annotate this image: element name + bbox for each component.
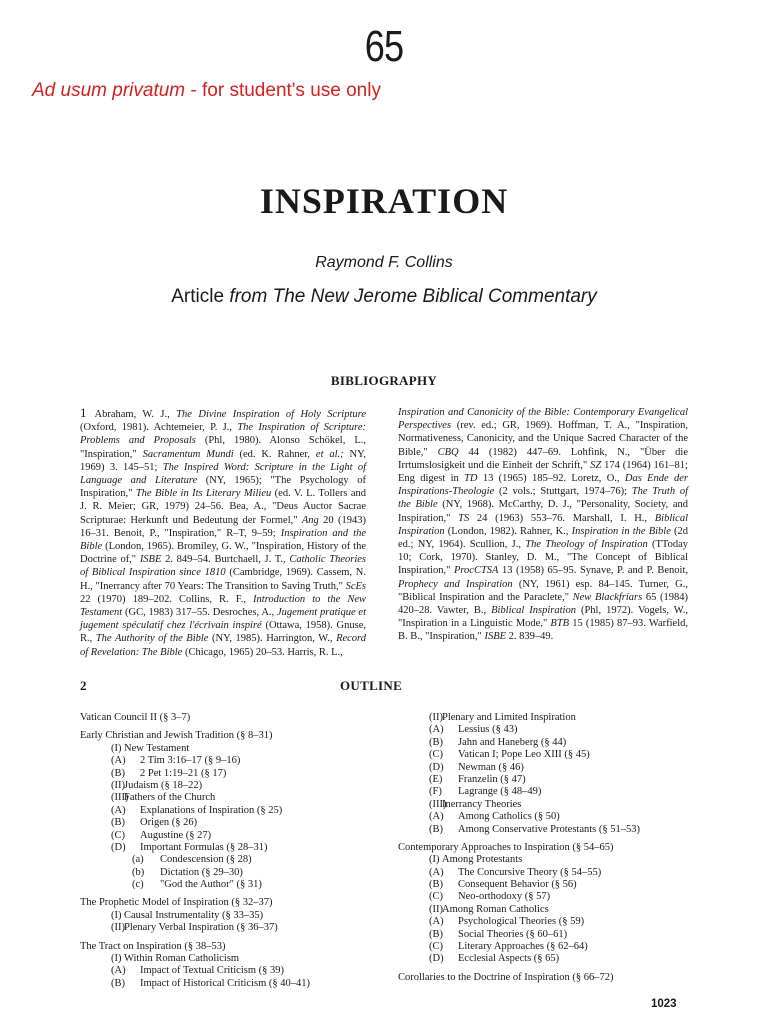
outline-item [80, 830, 380, 842]
italic-title: Prophecy and Inspiration [398, 578, 513, 590]
outline-marker: (F) [429, 786, 442, 798]
outline-text: "God the Author" (§ 31) [160, 879, 262, 891]
outline-item [80, 712, 380, 724]
italic-title: CBQ [437, 446, 459, 458]
citation-text: 13 (1965) 185–92. Loretz, O., [477, 473, 625, 485]
outline-marker: (I) [111, 953, 122, 965]
article-source [0, 286, 768, 308]
bibliography-heading: BIBLIOGRAPHY [330, 373, 438, 388]
citation-text: 24 (1963) 553–76. Marshall, I. H., [469, 512, 655, 524]
outline-item [80, 922, 380, 934]
outline-text: Inerrancy Theories [442, 798, 522, 810]
italic-title: TS [458, 512, 470, 524]
italic-title: Inspiration and Canonicity of the Bible: Contemporary Evangelical Perspectives [398, 407, 688, 432]
outline-text: The Prophetic Model of Inspiration (§ 32–37) [80, 897, 273, 909]
outline-text: Among Conservative Protestants (§ 51–53) [458, 823, 640, 835]
citation-text: (Phl, 1972). Vogels, W., "Inspiration in a Linguistic Mode," [398, 605, 688, 630]
section-number: 2 [80, 678, 87, 693]
italic-title: ISBE [484, 631, 507, 643]
outline-text: Condescension (§ 28) [160, 854, 252, 866]
bibliography-left-text [80, 409, 366, 658]
outline-item [398, 712, 698, 724]
bibliography-right-text [398, 407, 688, 642]
italic-title: Biblical Inspiration [491, 605, 576, 617]
outline-item [398, 749, 698, 761]
italic-title: The Bible in Its Literary Milieu [135, 488, 272, 500]
outline-item [398, 867, 698, 879]
italic-title: Inspiration in the Bible [571, 525, 671, 537]
outline-marker: (A) [429, 724, 444, 736]
italic-title: Inspiration and the Bible [80, 527, 367, 553]
outline-item [398, 972, 698, 984]
outline-text: Lessius (§ 43) [458, 724, 518, 736]
outline-text: Ecclesial Aspects (§ 65) [458, 953, 560, 965]
outline-text: Explanations of Inspiration (§ 25) [140, 804, 283, 816]
outline-text: Lagrange (§ 48–49) [458, 786, 542, 798]
italic-title: TD [464, 473, 478, 485]
bibliography-column-right [398, 406, 688, 644]
outline-item [80, 842, 380, 854]
outline-marker: (B) [111, 767, 125, 779]
outline-marker: (A) [111, 965, 126, 977]
italic-title: Sacramentum Mundi [142, 448, 234, 460]
outline-item [398, 724, 698, 736]
outline-marker: (II) [429, 903, 443, 915]
outline-text: Origen (§ 26) [140, 817, 198, 829]
outline-marker: (A) [111, 804, 126, 816]
outline-text: 2 Tim 3:16–17 (§ 9–16) [140, 755, 241, 767]
outline-marker: (I) [429, 854, 440, 866]
outline-text: Consequent Behavior (§ 56) [458, 879, 577, 891]
outline-marker: (A) [111, 755, 126, 767]
outline-item [80, 867, 380, 879]
outline-marker: (c) [132, 879, 144, 891]
citation-text: (NY, 1985). Harrington, W., [208, 633, 337, 645]
outline-item [398, 891, 698, 903]
outline-item [80, 879, 380, 891]
outline-text: Impact of Textual Criticism (§ 39) [140, 965, 284, 977]
outline-marker: (B) [111, 977, 125, 989]
outline-item [398, 953, 698, 965]
outline-text: The Concursive Theory (§ 54–55) [458, 866, 602, 878]
outline-item [80, 768, 380, 780]
outline-item [398, 737, 698, 749]
outline-marker: (C) [111, 829, 125, 841]
outline-marker: (II) [429, 712, 443, 723]
outline-marker: (D) [429, 761, 444, 773]
outline-marker: (D) [429, 953, 444, 965]
outline-item [398, 916, 698, 928]
outline-item [398, 904, 698, 916]
outline-item [80, 897, 380, 909]
citation-text: (London, 1965). Bromiley, G. W., "Inspiration, History of the Doctrine of," [80, 541, 366, 566]
italic-title: et al.; [315, 448, 344, 460]
italic-title: Das Ende der Inspirations-Theologie [398, 473, 688, 498]
outline-text: Plenary Verbal Inspiration (§ 36–37) [124, 922, 278, 934]
outline-heading: OUTLINE [340, 678, 403, 693]
citation-text: (ed. K. Rahner, [233, 448, 316, 460]
section-number: 1 [80, 405, 87, 420]
notice-latin: Ad usum privatum [32, 80, 186, 101]
outline-text: Social Theories (§ 60–61) [458, 928, 568, 940]
outline-text: Judaism (§ 18–22) [124, 779, 203, 791]
outline-item [398, 854, 698, 866]
outline-text: Psychological Theories (§ 59) [458, 916, 585, 928]
outline-item [80, 854, 380, 866]
outline-marker: (C) [429, 749, 443, 761]
outline-text: New Testament [124, 742, 190, 754]
outline-text: Franzelin (§ 47) [458, 773, 526, 785]
citation-text: 2. 839–49. [506, 631, 554, 643]
article-title: INSPIRATION [259, 181, 509, 221]
outline-marker: (B) [429, 928, 443, 940]
outline-marker: (I) [111, 909, 122, 921]
outline-marker: (E) [429, 773, 443, 785]
outline-item [80, 953, 380, 965]
italic-title: ISBE [139, 554, 162, 566]
outline-text: Augustine (§ 27) [140, 829, 212, 841]
outline-item [398, 879, 698, 891]
outline-item [80, 941, 380, 953]
outline-item [398, 811, 698, 823]
page-number: 1023 [651, 998, 677, 1010]
outline-item [80, 755, 380, 767]
italic-title: Jugement pratique et jugement spéculatif chez l'écrivain inspiré [80, 607, 366, 632]
citation-text: (NY, 1961) esp. 84–145. Turner, G., "Biblical Inspiration and the Paraclete," [398, 578, 688, 603]
outline-text: Early Christian and Jewish Tradition (§ 8–31) [80, 730, 273, 742]
outline-text: Impact of Historical Criticism (§ 40–41) [140, 977, 311, 989]
outline-column-right [398, 712, 698, 984]
outline-item [398, 824, 698, 836]
usage-notice [32, 80, 381, 102]
outline-marker: (b) [132, 866, 145, 878]
outline-text: Newman (§ 46) [458, 761, 524, 773]
citation-text: 2. 849–54. Burtchaell, J. T., [161, 554, 290, 566]
citation-text: NY, 1969) 3. 145–51; [80, 448, 366, 473]
outline-text: Contemporary Approaches to Inspiration (§ 54–65) [398, 841, 614, 853]
citation-text: (Cambridge, 1969). Cassem, N. H., "Inerrancy after 70 Years: The Transition to Saving Truth," [80, 567, 366, 592]
outline-item [80, 817, 380, 829]
outline-text: Neo-orthodoxy (§ 57) [458, 891, 551, 903]
outline-marker: (II) [111, 779, 125, 791]
outline-text: Corollaries to the Doctrine of Inspiration (§ 66–72) [398, 971, 614, 983]
outline-item [80, 910, 380, 922]
citation-text: 65 (1984) 420–28. Vawter, B., [398, 591, 688, 617]
citation-text: (NY, 1968). McCarthy, D. J., "Personality, Society, and Inspiration," [398, 499, 688, 524]
outline-item [398, 941, 698, 953]
outline-item [80, 792, 380, 804]
outline-marker: (II) [111, 922, 125, 934]
citation-text: 174 (1964) 161–81; Eng digest in [398, 459, 688, 485]
outline-text: Important Formulas (§ 28–31) [140, 841, 268, 853]
outline-marker: (B) [429, 736, 443, 748]
citation-text: (Oxford, 1981). Achtemeier, P. J., [80, 422, 238, 434]
outline-item [80, 978, 380, 990]
notice-english: - for student's use only [185, 80, 381, 101]
italic-title: Biblical Inspiration [398, 512, 688, 537]
outline-text: Vatican I; Pope Leo XIII (§ 45) [458, 749, 590, 761]
outline-item [80, 965, 380, 977]
outline-marker: (A) [429, 811, 444, 823]
outline-text: Among Catholics (§ 50) [458, 811, 560, 823]
italic-title: Catholic Theories of Biblical Inspiration since 1810 [80, 554, 366, 579]
outline-item [398, 774, 698, 786]
outline-text: The Tract on Inspiration (§ 38–53) [80, 940, 226, 952]
outline-item [398, 786, 698, 798]
italic-title: BTB [550, 618, 570, 630]
outline-text: Causal Instrumentality (§ 33–35) [124, 909, 264, 921]
italic-title: The Divine Inspiration of Holy Scripture [176, 409, 366, 420]
bibliography-column-left [80, 406, 366, 659]
citation-text: 44 (1982) 447–69. Lohfink, N., "Über die Irrtumslosigkeit und die Einheit der Schrift," [398, 446, 688, 471]
citation-text: (Chicago, 1965) 20–53. Harris, R. L., [182, 646, 343, 658]
citation-text: (2d ed.; NY, 1964). Scullion, J., [398, 525, 689, 551]
outline-text: Among Roman Catholics [442, 903, 549, 915]
italic-title: Introduction to the New Testament [80, 593, 366, 619]
citation-text: Abraham, W. J., [94, 409, 177, 420]
italic-title: Record of Revelation: The Bible [80, 633, 366, 658]
italic-title: The Inspiration of Scripture: Problems and Proposals [80, 422, 366, 447]
outline-marker: (III) [111, 792, 129, 804]
outline-marker: (B) [429, 823, 443, 835]
italic-title: Ang [301, 514, 319, 526]
outline-text: Among Protestants [442, 854, 523, 866]
italic-title: ProcCTSA [453, 565, 499, 577]
outline-text: Within Roman Catholicism [124, 953, 240, 965]
outline-item [80, 730, 380, 742]
outline-marker: (C) [429, 891, 443, 903]
outline-item [80, 743, 380, 755]
citation-text: 15 (1985) 87–93. Warfield, B. B., "Inspiration," [398, 618, 688, 643]
italic-title: The Inspired Word: Scripture in the Light of Language and Literature [80, 461, 366, 487]
outline-item [80, 805, 380, 817]
outline-marker: (a) [132, 854, 144, 866]
outline-item [80, 780, 380, 792]
outline-item [398, 799, 698, 811]
citation-text: (GC, 1983) 317–55. Desroches, A., [122, 607, 277, 619]
outline-marker: (A) [429, 916, 444, 928]
citation-text: 13 (1958) 65–95. Synave, P. and P. Benoit, [498, 565, 688, 577]
outline-marker: (D) [111, 841, 126, 853]
outline-text: Literary Approaches (§ 62–64) [458, 941, 588, 953]
italic-title: SZ [590, 459, 602, 471]
outline-item [398, 762, 698, 774]
chapter-number: 65 [364, 22, 404, 71]
outline-text: Plenary and Limited Inspiration [442, 712, 576, 723]
outline-marker: (A) [429, 866, 444, 878]
italic-title: The Authority of the Bible [95, 633, 209, 645]
italic-title: New Blackfriars [572, 591, 643, 603]
citation-text: (2 vols.; Stuttgart, 1974–76); [494, 486, 632, 498]
citation-text: (ed. V. L. Tollers and J. R. Meier; GR, 1979) 24–56. Bea, A., "Deus Auctor Sacrae Scripturae: Herkunft und Bedeutung der Formel," [80, 488, 366, 526]
source-title: from The New Jerome Biblical Commentary [229, 286, 597, 307]
outline-marker: (B) [111, 817, 125, 829]
outline-marker: (I) [111, 742, 122, 754]
citation-text: (TToday 10; Cork, 1970). Stanley, D. M., "The Concept of Biblical Inspiration," [398, 539, 688, 577]
outline-item [398, 842, 698, 854]
outline-text: 2 Pet 1:19–21 (§ 17) [140, 767, 227, 779]
citation-text: (Phl, 1980). Alonso Schökel, L., "Inspiration," [80, 435, 366, 460]
italic-title: ScEs [345, 580, 366, 592]
italic-title: The Theology of Inspiration [525, 539, 648, 551]
author-name: Raymond F. Collins [315, 254, 453, 271]
citation-text: 20 (1943) 16–31. Benoit, P., "Inspiration," R–T, 9–59; [80, 514, 366, 539]
citation-text: (rev. ed.; GR, 1969). Hoffman, T. A., "Inspiration, Normativeness, Canonicity, and the Unique Sacred Character of the Bible," [398, 420, 688, 458]
outline-text: Dictation (§ 29–30) [160, 866, 243, 878]
outline-column-left [80, 712, 380, 990]
outline-text: Jahn and Haneberg (§ 44) [458, 736, 567, 748]
outline-text: Fathers of the Church [124, 792, 216, 804]
outline-marker: (B) [429, 879, 443, 891]
citation-text: (London, 1982). Rahner, K., [444, 525, 572, 537]
outline-text: Vatican Council II (§ 3–7) [80, 712, 191, 723]
italic-title: The Truth of the Bible [398, 486, 688, 511]
source-prefix: Article [171, 286, 230, 307]
outline-item [398, 929, 698, 941]
outline-marker: (C) [429, 941, 443, 953]
citation-text: (NY, 1965); "The Psychology of Inspiration," [80, 475, 366, 500]
citation-text: 22 (1970) 189–202. Collins, R. F., [80, 593, 254, 605]
outline-marker: (III) [429, 798, 447, 810]
citation-text: (Ottawa, 1958). Gnuse, R., [80, 620, 366, 645]
